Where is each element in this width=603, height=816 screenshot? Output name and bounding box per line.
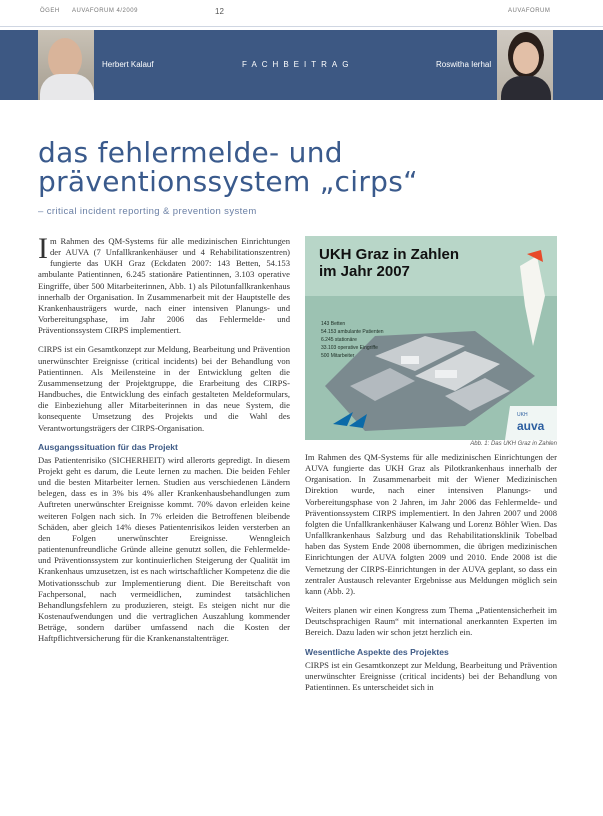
paragraph-text: m Rahmen des QM-Systems für alle medizinischen Einrichtungen der AUVA (7 Unfallkrankenhäuser und 4 Rehabilitationszentren) fungierte das UKH Graz (Eckdaten 2007: 143 Betten, 54.153 ambulante Patientinnen, 6.245 stationäre Patientinnen, 3.103 operative Eingriffe, über 500 Mitarbeiterinnen, Abb. 1) als Pilotunfallkrankenhaus innerhalb der Organisation. In Zusammenarbeit mit der Hauptstelle des Krankenhausträgers wurde, nach einer intensiven Planungs- und Vorbereitungsphase, im Jahr 2006 das Fehlermelde- und Präventionssystem CIRPS implementiert. (38, 236, 290, 336)
page-number: 12 (215, 7, 224, 16)
paragraph (38, 232, 290, 336)
legend-item: 33.103 operative Eingriffe (321, 345, 378, 351)
figure-ukh-graz (305, 236, 557, 440)
paragraph: CIRPS ist ein Gesamtkonzept zur Meldung, Bearbeitung und Prävention unerwünschter Ereignisse (critical incidents) bei der Behandlung von Patientinnen. Als Meilensteine in der Entwicklung gelten die Zusammensetzung der Projektgruppe, die Erarbeitung des CIRPS-Handbuches, die Entwicklung des einfach gestalteten Meldeformulars, die Einbeziehung aller Mitarbeiterinnen in das neue System, die konsequente Umsetzung des Projekts und die Wahl des Verantwortungsträgers der CIRPS-Organisation. (38, 344, 290, 433)
figure-legend (321, 320, 384, 360)
header-right-text: AUVAFORUM (508, 8, 551, 14)
legend-item: 54.153 ambulante Patienten (321, 329, 384, 335)
figure-title (319, 246, 459, 280)
auva-logo-text: auva (517, 419, 545, 433)
section-heading: Ausgangssituation für das Projekt (38, 441, 178, 452)
figure-title-line-1: UKH Graz in Zahlen (319, 246, 460, 263)
author-photo-left (38, 30, 94, 100)
article-title (38, 138, 418, 196)
author-left-name: Herbert Kalauf (102, 60, 154, 69)
article-subtitle: – critical incident reporting & prevention system (38, 206, 257, 217)
legend-item: 6.245 stationäre (321, 337, 357, 343)
text-column-left (38, 232, 290, 652)
author-photo-right (497, 30, 553, 100)
paragraph: Weiters planen wir einen Kongress zum Thema „Patientensicherheit im Deutschsprachigen Raum“ mit international anerkannten Experten im Bereich. Dazu laden wir schon jetzt herzlich ein. (305, 605, 557, 638)
figure-title-line-2: im Jahr 2007 (319, 263, 410, 280)
title-line-1: das fehlermelde- und (38, 136, 343, 169)
paragraph: Das Patientenrisiko (SICHERHEIT) wird allerorts gepredigt. In diesem Projekt geht es darum, die Leute lernen zu machen. Die beiden Fehler und die besten Mitarbeiter lernen. Studien aus verschiedenen Ländern belegen, dass es in 3% bis 4% aller Krankenhausbehandlungen zum Auftreten unerwünschter Ereignisse kommt. 70% davon erleiden keine weiteren Folgen nach sich. In 7% erleiden die Betroffenen bleibende Schäden, aber gleich 14% dieses Patientenrisikos leiden versterben an den Folgen unerwünschter Ereignisse. Wenngleich patientenunfreundliche Gründe alleine genutzt sollen, die Fehlermelde- und Präventionssystem zur kontinuierlichen Steigerung der Qualität im Krankenhaus umzusetzen, ist es nach wirtschaftlicher Kompetenz die die Motivationsschub zur Implementierung dient. Die Bereitschaft von Fachpersonal, nach vermeidlichen, zumindest tatsächlichen Behandlungsfehlern zu produzieren, steigt. Es steigen nicht nur die Kostenaufwendungen und die vertraglichen Auszahlung kommender Beträge, sondern darüber umfassend nach die Kosten der Haftpflichtversicherung für die Krankenanstaltenträger. (38, 454, 290, 644)
section-label: FACHBEITRAG (242, 60, 354, 69)
drop-cap: I (38, 232, 48, 265)
header-divider (0, 26, 603, 27)
figure-caption: Abb. 1: Das UKH Graz in Zahlen (470, 441, 557, 447)
paragraph: CIRPS ist ein Gesamtkonzept zur Meldung, Bearbeitung und Prävention unerwünschter Ereignisse (critical incidents) bei der Behandlung von Patientinnen. Es unterscheidet sich in (305, 659, 557, 692)
header-center-text: AUVAFORUM 4/2009 (72, 8, 138, 14)
author-right-name: Roswitha Ierhal (436, 60, 492, 69)
legend-item: 500 Mitarbeiter (321, 353, 355, 359)
title-line-2: präventionssystem „cirps“ (38, 165, 418, 198)
running-header (0, 0, 603, 22)
text-column-right (305, 452, 557, 701)
header-left-text: ÖGEH (40, 8, 60, 14)
paragraph: Im Rahmen des QM-Systems für alle medizinischen Einrichtungen der AUVA fungierte das UKH Graz als Pilotkrankenhaus innerhalb der Organisation. In Zusammenarbeit mit der Wiener Medizinischen Direktion wurde, nach einer intensiven Planungs- und Vorbereitungsphase von 2 Jahren, im Jahr 2006 das Fehlermelde- und Präventionssystem CIRPS implementiert. In den Jahren 2007 und 2008 folgten die Unfallkrankenhäuser Kalwang und Lorenz Böhler Wien. Das Unfallkrankenhaus Salzburg und das Rehabilitationsklinik Tobelbad haben das System Ende 2008 übernommen, die übrigen medizinischen Einrichtungen der AUVA folgten 2009 und 2010. Ende 2008 ist die Vernetzung der CIRPS-Einrichtungen in der AUVA geplant, so dass ein zentraler Austausch relevanter Ergebnisse aus Meldungen möglich sein kann (Abb. 2). (305, 452, 557, 596)
ukh-brand-text: UKH (517, 412, 528, 418)
section-heading: Wesentliche Aspekte des Projektes (305, 646, 449, 657)
legend-item: 143 Betten (321, 321, 346, 327)
